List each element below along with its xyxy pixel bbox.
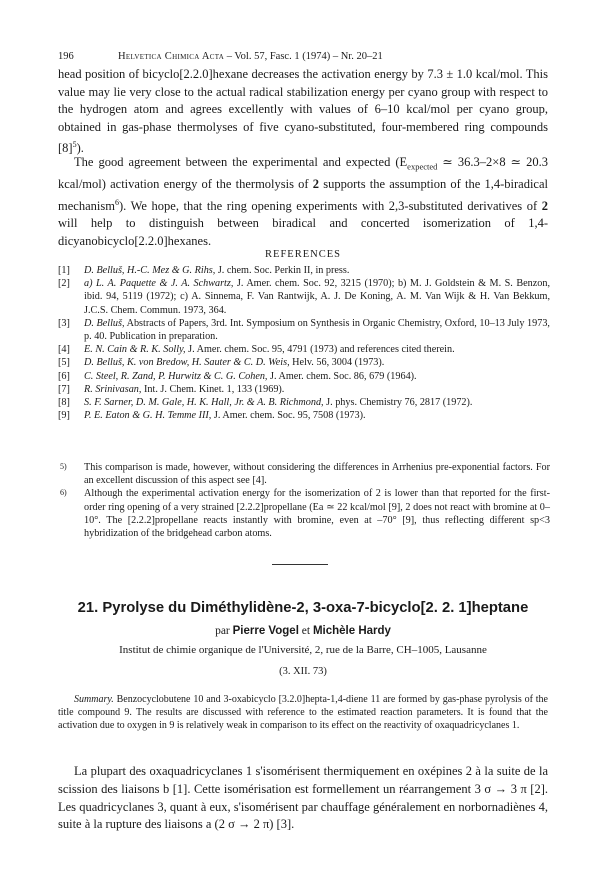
reference-item: [7] R. Srinivasan, Int. J. Chem. Kinet. 1, 133 (1969). — [58, 383, 285, 395]
journal-issue: – Vol. 57, Fasc. 1 (1974) – Nr. 20–21 — [224, 51, 383, 62]
footnote-ref-5: 5 — [72, 140, 77, 150]
body-paragraph-3: La plupart des oxaquadricyclanes 1 s'isomérisent thermiquement en oxépines 2 à la suite de la scission des liaisons b [1]. Cette isomérisation est formellement un réarrangement 3 σ → 3 π [2]. Les quadricyclanes 3, quant à eux, s'isomérisent par chauffage généralement en norbornadiènes 4, suite à la rupture des liaisons a (2 σ → 2 π) [3]. — [58, 764, 548, 832]
journal-citation — [118, 51, 549, 62]
footnote-ref-6: 6 — [114, 197, 119, 207]
reference-item: [8] S. F. Sarner, D. M. Gale, H. K. Hall, Jr. & A. B. Richmond, J. phys. Chemistry 76, 2817 (1972). — [58, 397, 473, 409]
journal-name: Helvetica Chimica Acta — [118, 51, 225, 62]
footnotes-list — [58, 461, 550, 540]
author-name: Pierre Vogel — [232, 625, 299, 637]
reference-item: [9] P. E. Eaton & G. H. Temme III, J. Amer. chem. Soc. 95, 7508 (1973). — [58, 410, 366, 422]
received-date: (3. XII. 73) — [279, 666, 327, 677]
article-authors: par Pierre Vogel et Michèle Hardy — [215, 625, 391, 637]
references-list — [58, 264, 550, 422]
article-summary: Summary. Benzocyclobutene 10 and 3-oxabicyclo [3.2.0]hepta-1,4-diene 11 are formed by gas-phase pyrolysis of the title compound 9. The results are discussed with reference to the estimated reaction parameters. It is found that the activation due to oxygen in 9 is relatively weak in comparison to its effect on the reactivity of oxaquadricyclanes 1. — [58, 694, 548, 732]
reference-item: [5] D. Belluš, K. von Bredow, H. Sauter & C. D. Weis, Helv. 56, 3004 (1973). — [58, 357, 385, 369]
reference-item: [2] a) L. A. Paquette & J. A. Schwartz, J. Amer. chem. Soc. 92, 3215 (1970); b) M. J. Goldstein & M. S. Benzon, ibid. 94, 5119 (1972); c) A. Sinnema, F. Van Rantwijk, A. J. De Koning, A. M. Van Wijk & H. Van Bekkum, J.C.S. Chem. Commun. 1973, 364. — [58, 278, 550, 316]
article-title: 21. Pyrolyse du Diméthylidène-2, 3-oxa-7-bicyclo[2. 2. 1]heptane — [77, 600, 529, 616]
reference-item: [4] E. N. Cain & R. K. Solly, J. Amer. chem. Soc. 95, 4791 (1973) and references cited therein. — [58, 344, 455, 356]
body-paragraph-2: The good agreement between the experimental and expected ($E_{expected}$ ≃ 36.3–2×8 ≃ 20.3 kcal/mol) activation energy of the thermolysis of 2 supports the assumption of the 1,4-biradical mechanism$^6$). We hope, that the ring opening experiments with 2,3-substituted derivatives of 2 will help to distinguish between biradical and concerted isomerization of 1,4-dicyanobicyclo[2.2.0]hexanes. — [58, 155, 548, 249]
author-affiliation: Institut de chimie organique de l'Université, 2, rue de la Barre, CH–1005, Lausanne — [119, 644, 487, 656]
running-header — [58, 51, 549, 62]
reference-item: [3] D. Belluš, Abstracts of Papers, 3rd. Int. Symposium on Synthesis in Organic Chemistry, Oxford, 10–13 July 1973, p. 40. Publication in preparation. — [58, 317, 550, 343]
section-divider — [272, 564, 328, 565]
page-number: 196 — [58, 51, 74, 62]
body-paragraph-1: head position of bicyclo[2.2.0]hexane decreases the activation energy by 7.3 ± 1.0 kcal/mol. This value may lie very close to the actual radical stabilization energy per cyano group with respect to the hydrogen atom and agrees excellently with values of 6–10 kcal/mol per cyano group, obtained in gas-phase thermolyses of five cyano-substituted, four-membered ring compounds $[8]^5$). — [58, 67, 548, 156]
footnote-item: 6) Although the experimental activation energy for the isomerization of 2 is lower than that reported for the first-order ring opening of a very strained [2.2.2]propellane (Ea ≃ 22 kcal/mol [9], 2 does not react with bromine at 0–10°. The [2.2.2]propellane reacts instantly with bromine, even at –70° [9], thus reflecting different sp<3 hybridization of the bridgehead carbon atoms. — [60, 488, 550, 540]
author-name: Michèle Hardy — [312, 625, 391, 637]
footnote-item: 5) This comparison is made, however, without considering the differences in Arrhenius pre-exponential factors. For an excellent discussion of this aspect see [4]. — [60, 462, 550, 487]
reference-item: [6] C. Steel, R. Zand, P. Hurwitz & C. G. Cohen, J. Amer. chem. Soc. 86, 679 (1964). — [58, 370, 417, 382]
references-heading: REFERENCES — [265, 249, 341, 260]
reference-item: [1] D. Belluš, H.-C. Mez & G. Rihs, J. chem. Soc. Perkin II, in press. — [58, 265, 350, 276]
